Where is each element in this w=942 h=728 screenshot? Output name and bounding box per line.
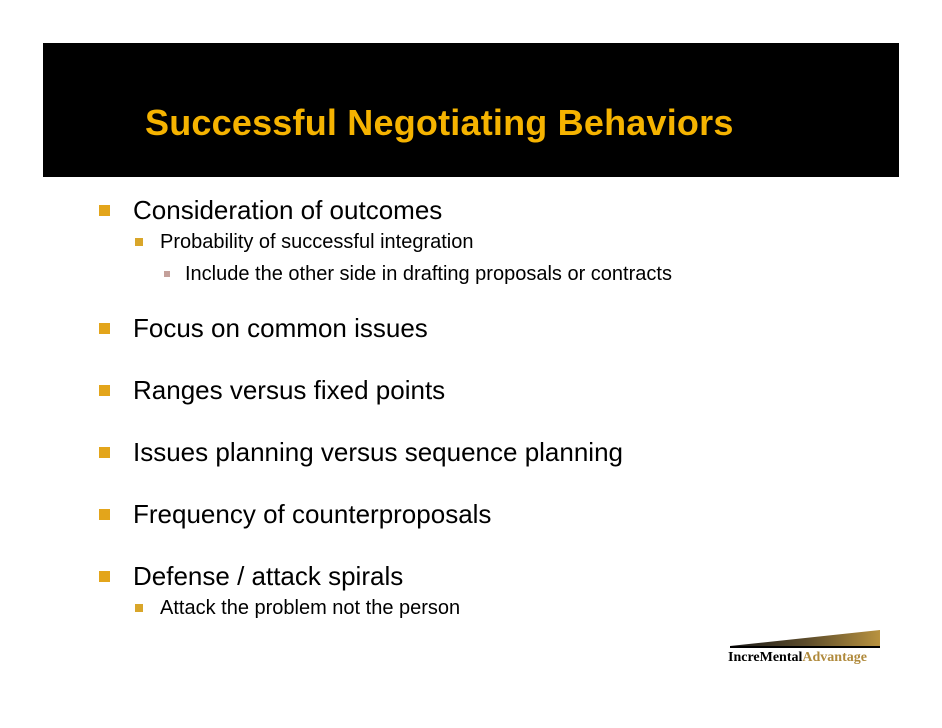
square-bullet-icon bbox=[99, 509, 110, 520]
bullet-item bbox=[133, 374, 445, 406]
bullet-text: Frequency of counterproposals bbox=[133, 499, 492, 529]
logo-wordmark-part1: IncreMental bbox=[728, 650, 803, 665]
bullet-item bbox=[133, 560, 403, 592]
bullet-item bbox=[133, 194, 442, 226]
logo-wordmark bbox=[728, 648, 867, 668]
square-bullet-icon bbox=[99, 205, 110, 216]
square-bullet-icon bbox=[135, 604, 143, 612]
bullet-item bbox=[133, 436, 623, 468]
slide-title: Successful Negotiating Behaviors bbox=[145, 102, 734, 143]
sub-bullet-text: Probability of successful integration bbox=[160, 231, 474, 253]
sub-bullet-item bbox=[160, 595, 460, 621]
bullet-text: Issues planning versus sequence planning bbox=[133, 437, 624, 467]
bullet-item bbox=[133, 312, 428, 344]
swoosh-wedge-icon bbox=[726, 628, 882, 650]
logo-wordmark-part2: Advantage bbox=[802, 650, 867, 665]
square-bullet-icon bbox=[135, 238, 143, 246]
sub-bullet-item bbox=[160, 229, 474, 255]
company-logo bbox=[726, 628, 886, 672]
sub-sub-bullet-item bbox=[185, 261, 672, 287]
square-bullet-icon bbox=[99, 385, 110, 396]
sub-sub-bullet-text: Include the other side in drafting proposals or contracts bbox=[185, 263, 672, 285]
sub-bullet-text: Attack the problem not the person bbox=[160, 597, 461, 619]
square-bullet-icon bbox=[99, 447, 110, 458]
bullet-text: Defense / attack spirals bbox=[133, 561, 404, 591]
bullet-text: Ranges versus fixed points bbox=[133, 375, 446, 405]
bullet-text: Consideration of outcomes bbox=[133, 195, 443, 225]
bullet-item bbox=[133, 498, 491, 530]
square-bullet-icon bbox=[99, 323, 110, 334]
square-bullet-icon bbox=[99, 571, 110, 582]
square-bullet-icon bbox=[164, 271, 170, 277]
bullet-text: Focus on common issues bbox=[133, 313, 428, 343]
